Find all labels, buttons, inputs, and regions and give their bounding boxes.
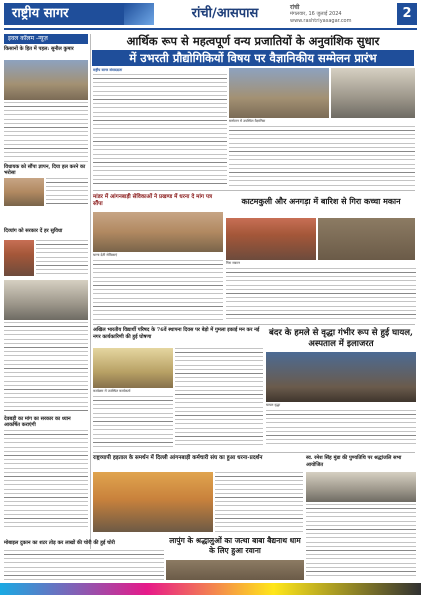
house-article-text: [226, 268, 416, 320]
left-article-1-text: [4, 102, 88, 162]
main-photo-2: [331, 68, 415, 118]
main-article-text: [93, 74, 227, 186]
page-number: 2: [397, 3, 417, 25]
section-divider: [93, 190, 415, 191]
theft-article-text: [4, 550, 164, 580]
left-headline-1: किसानों के हित में पहल: सुनील कुमार: [4, 46, 74, 52]
main-headline-line2: में उभरती प्रौद्योगिकियों विषय पर वैज्ञानिकीय सम्मेलन प्रारंभ: [92, 50, 414, 66]
monkey-article-text: [266, 410, 416, 448]
masthead-meta: [290, 4, 385, 25]
left-photo-1: [4, 60, 88, 100]
left-photo-3: [4, 240, 34, 276]
main-article-continued: [229, 126, 415, 186]
section-divider-2: [93, 324, 415, 325]
tribute-article-text: [306, 504, 416, 578]
monkey-caption: घायल वृद्धा: [266, 403, 281, 407]
strike-photo: [93, 472, 213, 532]
city-name: रांची: [290, 4, 300, 11]
tribute-photo: [306, 472, 416, 502]
mandar-photo: [93, 212, 223, 252]
abvp-article-more: [93, 396, 173, 448]
main-headline-line1: आर्थिक रूप से महत्वपूर्ण वन्य प्रजातियों के अनुवांशिक सुधार: [126, 34, 380, 48]
main-photo-1: [229, 68, 329, 118]
left-article-2-text: [46, 178, 88, 206]
monkey-attack-headline: बंदर के हमले से वृद्धा गंभीर रूप से हुई घायल, अस्पताल में इलाजरत: [268, 328, 413, 349]
house-photo-1: [226, 218, 316, 260]
main-headline: [92, 34, 414, 66]
house-collapse-headline: काटमकुली और अनगड़ा में बारिश से गिरा कच्चा मकान: [241, 196, 401, 206]
brand-ribbon-decoration: [124, 3, 154, 25]
issue-date: मंगलवार, 16 जुलाई 2024: [290, 11, 342, 17]
masthead-rule: [4, 28, 417, 30]
mandar-headline: मांडर में आंगनबाड़ी सेविकाओं ने प्रखण्ड में धरना दे मांग पत्र सौंपा: [93, 194, 213, 207]
left-article-4-text: [4, 322, 88, 414]
abvp-article-text: [175, 348, 263, 448]
house-caption: गिरा मकान: [226, 261, 240, 265]
theft-headline: मोबाइल दुकान का शटर तोड़ कर लाखों की चोरी की हुई चोरी: [4, 540, 115, 546]
section-title: रांची/आसपास: [191, 6, 259, 21]
left-headline-3: दिव्यांग को सरकार दें हर सुविधा: [4, 228, 63, 234]
abvp-caption: कार्यक्रम में उपस्थित कार्यकर्ता: [93, 389, 131, 393]
left-headline-4: देवबड़ी का मांग का सरकार का ध्यान आकर्षित कराएंगी: [4, 416, 71, 428]
left-photo-2: [4, 178, 44, 206]
strike-article-text: [215, 472, 303, 532]
left-photo-4: [4, 280, 88, 320]
column-divider: [90, 34, 91, 549]
abvp-headline: अखिल भारतीय विद्यार्थी परिषद के 76वें स्थापना दिवस पर बेड़ो में गुमला इकाई मन कर नई नगर कार्यकारिणी की हुई घोषणा: [93, 327, 260, 340]
main-photo-caption: सम्मेलन में उपस्थित वैज्ञानिक: [229, 119, 266, 123]
left-article-3-text: [36, 240, 88, 276]
newspaper-brand: राष्ट्रीय सागर: [4, 3, 124, 25]
lapung-headline: लापुंग के श्रद्धालुओं का जत्था बाबा बैद्यनाथ धाम के लिए हुआ रवाना: [169, 536, 301, 555]
left-article-5-text: [4, 430, 88, 530]
monkey-attack-photo: [266, 352, 416, 402]
color-registration-strip: [0, 583, 421, 595]
abvp-photo: [93, 348, 173, 388]
house-photo-2: [318, 218, 415, 260]
mandar-caption: धरना देती सेविकाएं: [93, 253, 118, 257]
byline: राष्ट्रीय सागर संवाददाता: [93, 68, 123, 72]
website: www.rashtriyasagar.com: [290, 18, 352, 24]
lapung-photo: [166, 560, 304, 580]
section-divider-3: [93, 452, 415, 453]
tribute-headline: स्व. रमेश सिंह मुंडा की पुण्यतिथि पर श्रद्धांजलि सभा आयोजित: [306, 455, 402, 468]
column-label: इवल कॉलम -न्यूज़: [4, 34, 88, 44]
strike-headline: राष्ट्रव्यापी हड़ताल के समर्थन में दिल्ली आंगनबाड़ी कर्मचारी संघ का हुआ धरना-प्रदर्शन: [93, 455, 263, 461]
left-headline-2: विधायक को सौंपा ज्ञापन, दिया हल करने का भरोसा: [4, 164, 86, 176]
mandar-article-text: [93, 260, 223, 320]
